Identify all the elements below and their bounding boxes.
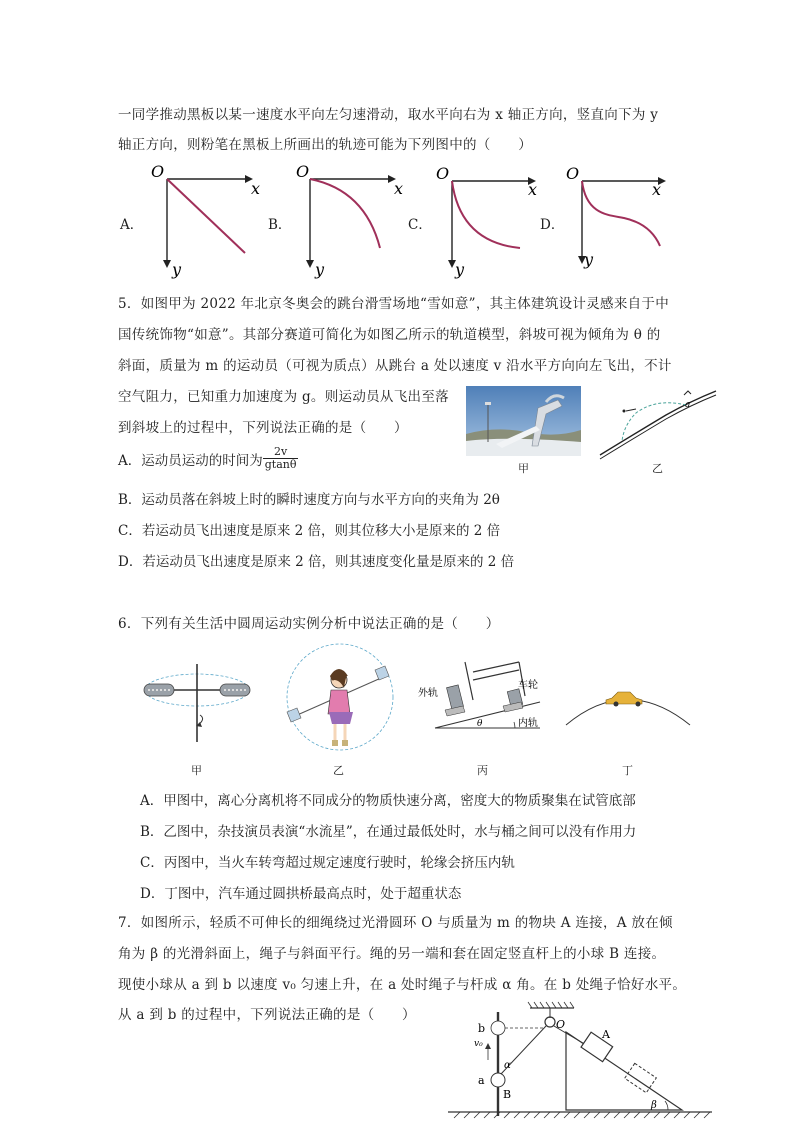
q4-a-trajectory	[167, 179, 245, 253]
q4-option-b-label[interactable]: B．	[268, 217, 292, 233]
q5-caption-jia: 甲	[518, 462, 529, 475]
q6-option-c[interactable]: C．丙图中，当火车转弯超过规定速度行驶时，轮缘会挤压内轨	[140, 855, 515, 871]
q4-option-b-graph	[290, 160, 415, 280]
ball-B-label: B	[503, 1088, 512, 1101]
q4-stem-line2: 轴正方向，则粉笔在黑板上所画出的轨迹可能为下列图中的（ ）	[118, 137, 532, 153]
q4-c-x-label: x	[528, 180, 538, 199]
q4-d-origin: O	[566, 164, 580, 183]
q5-caption-yi: 乙	[652, 462, 663, 475]
q5-stem-line2: 国传统饰物“如意”。其部分赛道可简化为如图乙所示的轨道模型，斜坡可视为倾角为 θ 的	[118, 327, 661, 343]
q4-b-y-label: y	[315, 260, 325, 279]
q4-d-y-label: y	[584, 250, 594, 269]
ski-slope-model	[596, 383, 721, 463]
angle-beta-label: β	[651, 1100, 657, 1111]
q4-stem-line1: 一同学推动黑板以某一速度水平向左匀速滑动，取水平向右为 x 轴正方向，竖直向下为 y	[118, 107, 659, 123]
q4-d-x-label: x	[652, 180, 662, 199]
q4-a-y-label: y	[172, 260, 182, 279]
q4-option-c-label[interactable]: C．	[408, 217, 432, 233]
water-meteor-figure	[283, 640, 398, 755]
q5-stem-line1: 5．如图甲为 2022 年北京冬奥会的跳台滑雪场地“雪如意”，其主体建筑设计灵感来自于中	[118, 296, 670, 312]
q4-option-c-graph	[430, 160, 555, 280]
q7-stem-line1: 7．如图所示，轻质不可伸长的细绳绕过光滑圆环 O 与质量为 m 的物块 A 连接，A 放在倾	[118, 915, 673, 931]
arch-bridge-figure	[560, 680, 695, 730]
q6-option-a[interactable]: A．甲图中，离心分离机将不同成分的物质快速分离，密度大的物质聚集在试管底部	[140, 793, 636, 809]
q4-option-a-label[interactable]: A．	[120, 217, 144, 233]
q5-option-a-fraction	[263, 446, 299, 471]
q6-caption-ding: 丁	[622, 764, 633, 777]
q5-option-a[interactable]	[118, 446, 298, 471]
outer-rail-label: 外轨	[418, 688, 438, 699]
q4-a-x-label: x	[251, 179, 261, 198]
q7-pulley-figure	[446, 998, 714, 1122]
rail-turn-figure	[415, 660, 550, 735]
inner-rail-label: 内轨	[518, 718, 538, 729]
q4-option-d-label[interactable]: D．	[540, 217, 565, 233]
q6-caption-bing: 丙	[477, 764, 488, 777]
q6-stem: 6．下列有关生活中圆周运动实例分析中说法正确的是（ ）	[118, 616, 500, 632]
q4-b-trajectory	[310, 179, 380, 248]
ring-O-label: O	[556, 1018, 566, 1031]
q7-stem-line3: 现使小球从 a 到 b 以速度 v₀ 匀速上升，在 a 处时绳子与杆成 α 角。在 b 处绳子恰好水平。	[118, 977, 687, 993]
position-b-label: b	[478, 1022, 486, 1035]
fraction-numerator: 2v	[263, 446, 299, 459]
block-A-label: A	[602, 1028, 610, 1041]
centrifuge-figure	[140, 660, 255, 745]
q4-option-a-graph	[145, 160, 270, 280]
q4-b-origin: O	[296, 162, 310, 181]
q5-option-a-text: A．运动员运动的时间为	[118, 452, 263, 469]
q4-option-d-graph	[564, 160, 689, 275]
angle-alpha-label: α	[504, 1060, 511, 1071]
q4-c-origin: O	[436, 164, 450, 183]
q5-option-c[interactable]: C．若运动员飞出速度是原来 2 倍，则其位移大小是原来的 2 倍	[118, 523, 501, 539]
rail-theta-label: θ	[477, 719, 483, 729]
ski-jump-photo	[466, 386, 581, 456]
q6-option-d[interactable]: D．丁图中，汽车通过圆拱桥最高点时，处于超重状态	[140, 886, 462, 902]
q5-stem-line5: 到斜坡上的过程中，下列说法正确的是（ ）	[118, 420, 408, 436]
wheel-label: 车轮	[518, 680, 538, 691]
q5-option-d[interactable]: D．若运动员飞出速度是原来 2 倍，则其速度变化量是原来的 2 倍	[118, 554, 515, 570]
q4-b-x-label: x	[394, 179, 404, 198]
position-a-label: a	[478, 1074, 485, 1087]
q5-point-a: a	[685, 400, 691, 410]
q7-stem-line4: 从 a 到 b 的过程中，下列说法正确的是（ ）	[118, 1007, 416, 1023]
q6-option-b[interactable]: B．乙图中，杂技演员表演“水流星”，在通过最低处时，水与桶之间可以没有作用力	[140, 824, 637, 840]
q6-caption-jia: 甲	[191, 764, 202, 777]
q5-stem-line4: 空气阻力，已知重力加速度为 g。则运动员从飞出至落	[118, 389, 449, 405]
q5-option-b[interactable]: B．运动员落在斜坡上时的瞬时速度方向与水平方向的夹角为 2θ	[118, 492, 500, 508]
q4-c-y-label: y	[455, 260, 465, 279]
q4-a-origin: O	[151, 162, 165, 181]
q7-stem-line2: 角为 β 的光滑斜面上，绳子与斜面平行。绳的另一端和套在固定竖直杆上的小球 B 连接。	[118, 946, 666, 962]
v0-label: v₀	[474, 1039, 483, 1049]
q4-c-trajectory	[452, 181, 520, 248]
fraction-denominator: gtanθ	[264, 458, 297, 471]
q4-d-trajectory	[582, 181, 660, 246]
q6-caption-yi: 乙	[333, 764, 344, 777]
q5-stem-line3: 斜面，质量为 m 的运动员（可视为质点）从跳台 a 处以速度 v 沿水平方向向左飞出，不计	[118, 358, 672, 374]
